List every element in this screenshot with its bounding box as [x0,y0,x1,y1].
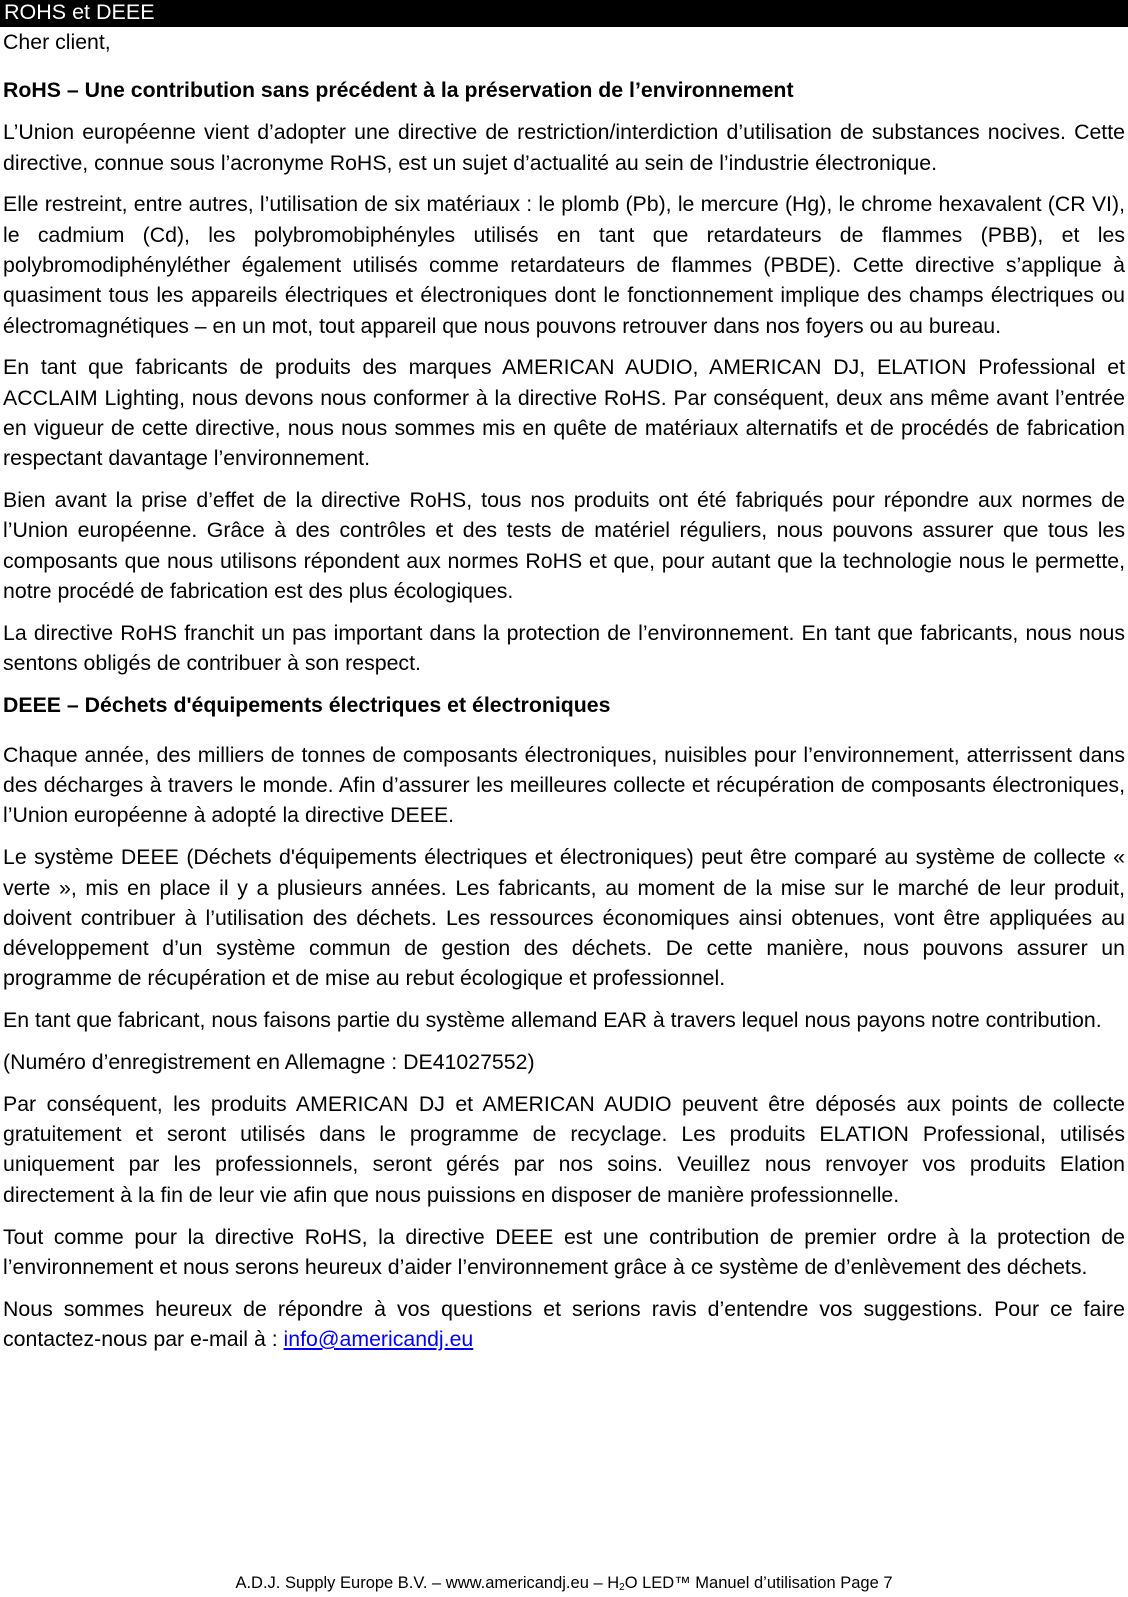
contact-paragraph [3,1294,1125,1355]
paragraph: (Numéro d’enregistrement en Allemagne : DE41027552) [3,1050,535,1075]
paragraph: En tant que fabricant, nous faisons partie du système allemand EAR à travers lequel nous payons notre contribution. [3,1008,1102,1033]
paragraph: En tant que fabricants de produits des marques AMERICAN AUDIO, AMERICAN DJ, ELATION Professional et ACCLAIM Lighting, nous devons nous conformer à la directive RoHS. Par conséquent, deux ans même avant l’entrée en vigueur de cette directive, nous nous sommes mis en quête de matériaux alternatifs et de procédés de fabrication respectant davantage l’environnement. [3,355,1125,471]
footer-subscript: 2 [619,1582,625,1593]
paragraph: La directive RoHS franchit un pas important dans la protection de l’environnement. En tant que fabricants, nous nous sentons obligés de contribuer à son respect. [3,620,1125,676]
rohs-heading: RoHS – Une contribution sans précédent à la préservation de l’environnement [3,78,794,103]
paragraph: Tout comme pour la directive RoHS, la directive DEEE est une contribution de premier ordre à la protection de l’environnement et nous serons heureux d’aider l’environnement grâce à ce système de d’enlèvement des déchets. [3,1224,1125,1279]
paragraph: Par conséquent, les produits AMERICAN DJ et AMERICAN AUDIO peuvent être déposés aux points de collecte gratuitement et seront utilisés dans le programme de recyclage. Les produits ELATION Professional, utilisés uniquement par les professionnels, seront gérés par nos soins. Veuillez nous renvoyer vos produits Elation directement à la fin de leur vie afin que nous puissions en disposer de manière professionnelle. [3,1091,1125,1207]
document-body [0,27,1128,1354]
contact-email-link[interactable]: info@americandj.eu [283,1326,474,1351]
paragraph: Le système DEEE (Déchets d'équipements électriques et électroniques) peut être comparé au système de collecte « verte », mis en place il y a plusieurs années. Les fabricants, au moment de la mise sur le marché de leur produit, doivent contribuer à l’utilisation des déchets. Les ressources économiques ainsi obtenues, vont être appliquées au développement d’un système commun de gestion des déchets. De cette manière, nous pouvons assurer un programme de récupération et de mise au rebut écologique et professionnel. [3,845,1125,991]
paragraph: Chaque année, des milliers de tonnes de composants électroniques, nuisibles pour l’environnement, atterrissent dans des décharges à travers le monde. Afin d’assurer les meilleures collecte et récupération de composants électroniques, l’Union européenne à adopté la directive DEEE. [3,742,1125,828]
footer-text-page: O LED™ Manuel d’utilisation Page 7 [624,1574,893,1592]
greeting: Cher client, [3,30,111,54]
page-footer [0,1574,1128,1593]
paragraph: Bien avant la prise d’effet de la directive RoHS, tous nos produits ont été fabriqués pour répondre aux normes de l’Union européenne. Grâce à des contrôles et des tests de matériel réguliers, nous pouvons assurer que tous les composants que nous utilisons répondent aux normes RoHS et que, pour autant que la technologie nous le permette, notre procédé de fabrication est des plus écologiques. [3,488,1125,603]
section-header [0,0,1128,27]
paragraph: L’Union européenne vient d’adopter une directive de restriction/interdiction d’utilisation de substances nocives. Cette directive, connue sous l’acronyme RoHS, est un sujet d’actualité au sein de l’industrie électronique. [3,120,1125,175]
contact-text: Nous sommes heureux de répondre à vos questions et serions ravis d’entendre vos suggestions. Pour ce faire contactez-nous par e-mail à : [3,1296,1125,1351]
footer-text: A.D.J. Supply Europe B.V. – www.americandj.eu – H [235,1574,620,1592]
deee-heading: DEEE – Déchets d'équipements électriques et électroniques [3,692,611,717]
paragraph: Elle restreint, entre autres, l’utilisation de six matériaux : le plomb (Pb), le mercure (Hg), le chrome hexavalent (CR VI), le cadmium (Cd), les polybromobiphényles utilisés en tant que retardateurs de flammes (PBB), et les polybromodiphényléther également utilisés comme retardateurs de flammes (PBDE). Cette directive s’applique à quasiment tous les appareils électriques et électroniques dont le fonctionnement implique des champs électriques ou électromagnétiques – en un mot, tout appareil que nous pouvons retrouver dans nos foyers ou au bureau. [3,192,1125,338]
section-title: ROHS et DEEE [4,0,155,24]
